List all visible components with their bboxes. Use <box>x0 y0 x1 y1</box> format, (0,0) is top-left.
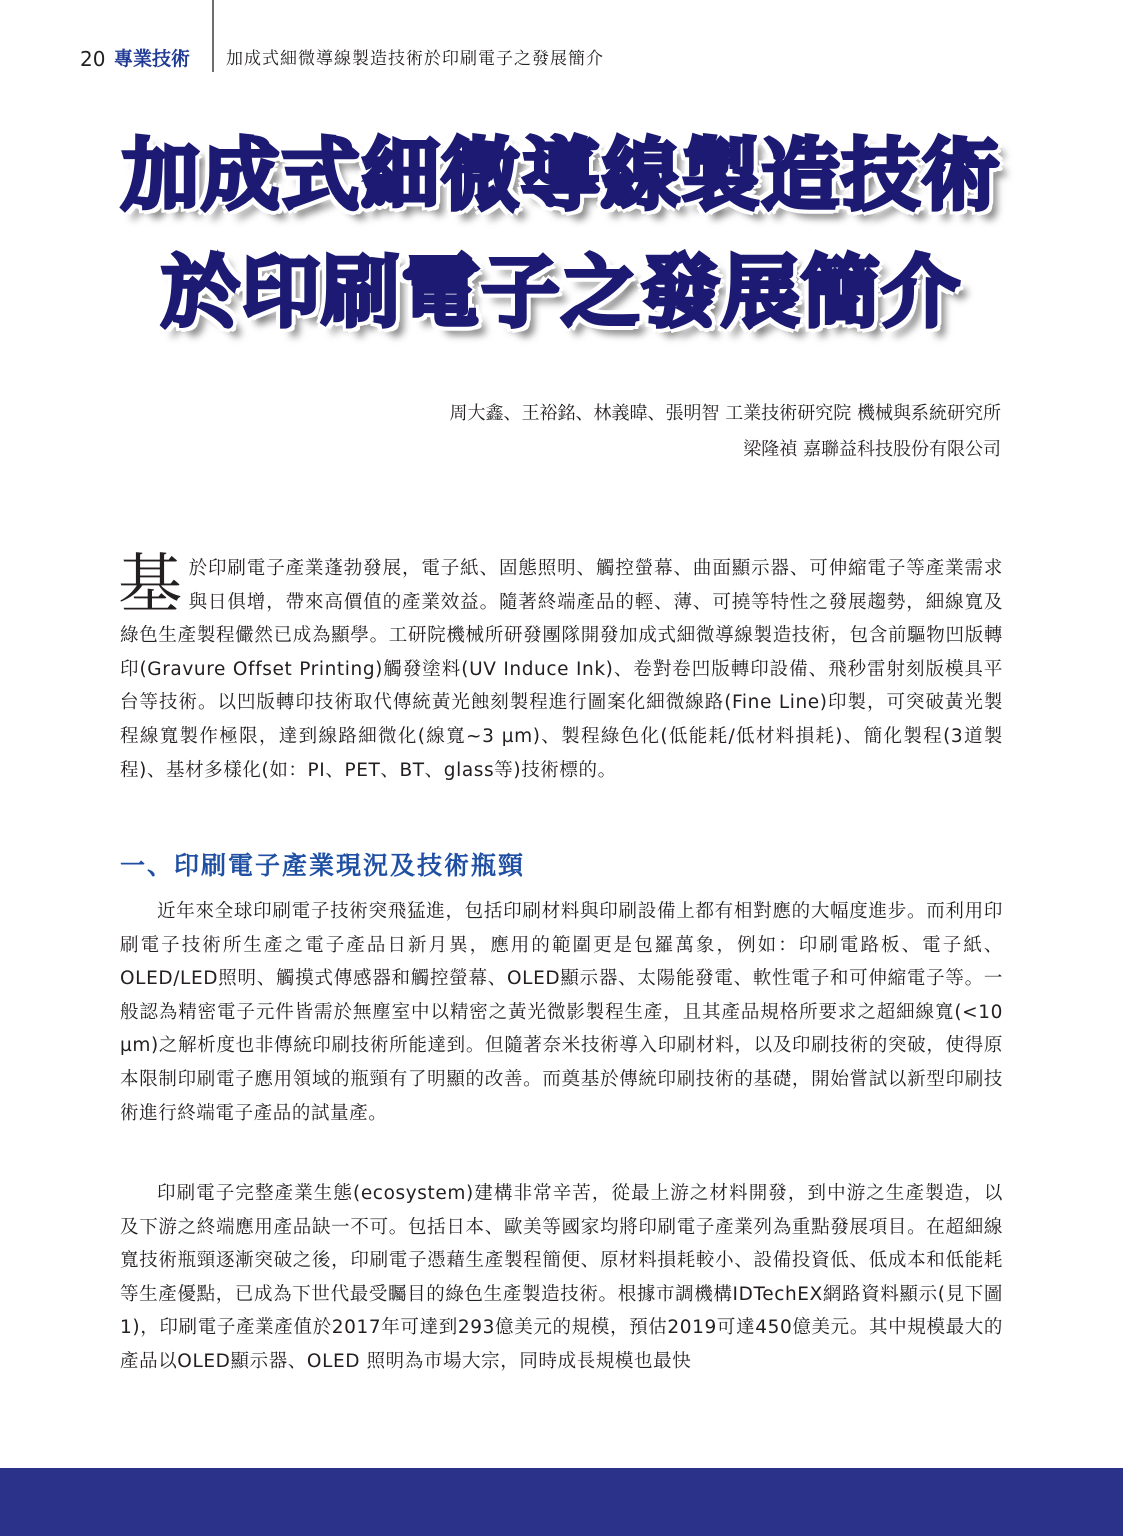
authors-line-2: 梁隆禎 嘉聯益科技股份有限公司 <box>743 439 1001 460</box>
section-label: 專業技術 <box>114 48 191 70</box>
authors-line-1: 周大鑫、王裕銘、林義暐、張明智 工業技術研究院 機械與系統研究所 <box>449 403 1001 424</box>
page-number: 20 <box>80 47 106 71</box>
intro-paragraph <box>118 548 1003 787</box>
intro-text: 於印刷電子產業蓬勃發展，電子紙、固態照明、觸控螢幕、曲面顯示器、可伸縮電子等產業需求與日俱增，帶來高價值的產業效益。隨著終端產品的輕、薄、可撓等特性之發展趨勢，細線寬及綠色生產製程儼然已成為顯學。工研院機械所研發團隊開發加成式細微導線製造技術，包含前驅物凹版轉印(Gravure Offset Printing)觸發塗料(UV Induce Ink)、卷對卷凹版轉印設備、飛秒雷射刻版模具平台等技術。以凹版轉印技術取代傳統黃光蝕刻製程進行圖案化細微線路(Fine Line)印製，可突破黃光製程線寬製作極限，達到線路細微化(線寬~3 µm)、製程綠色化(低能耗/低材料損耗)、簡化製程(3道製程)、基材多樣化(如：PI、PET、BT、glass等)技術標的。 <box>120 558 1003 781</box>
header-divider <box>212 0 214 72</box>
article-title-line-2: 於印刷電子之發展簡介 <box>161 247 962 338</box>
running-title: 加成式細微導線製造技術於印刷電子之發展簡介 <box>226 49 604 69</box>
drop-cap: 基 <box>118 548 183 622</box>
section-heading: 一、印刷電子產業現況及技術瓶頸 <box>120 851 526 880</box>
article-title-line-1: 加成式細微導線製造技術 <box>121 130 1002 221</box>
footer-bar <box>0 1468 1123 1536</box>
body-paragraph-1: 近年來全球印刷電子技術突飛猛進，包括印刷材料與印刷設備上都有相對應的大幅度進步。而利用印刷電子技術所生產之電子產品日新月異，應用的範圍更是包羅萬象，例如：印刷電路板、電子紙、OLED/LED照明、觸摸式傳感器和觸控螢幕、OLED顯示器、太陽能發電、軟性電子和可伸縮電子等。一般認為精密電子元件皆需於無塵室中以精密之黃光微影製程生產，且其產品規格所要求之超細線寬(<10 µm)之解析度也非傳統印刷技術所能達到。但隨著奈米技術導入印刷材料，以及印刷技術的突破，使得原本限制印刷電子應用領域的瓶頸有了明顯的改善。而奠基於傳統印刷技術的基礎，開始嘗試以新型印刷技術進行終端電子產品的試量產。 <box>120 901 1003 1124</box>
body-paragraph-2: 印刷電子完整產業生態(ecosystem)建構非常辛苦，從最上游之材料開發，到中游之生產製造，以及下游之終端應用產品缺一不可。包括日本、歐美等國家均將印刷電子產業列為重點發展項目。在超細線寬技術瓶頸逐漸突破之後，印刷電子憑藉生產製程簡便、原材料損耗較小、設備投資低、低成本和低能耗等生產優點，已成為下世代最受矚目的綠色生產製造技術。根據市調機構IDTechEX網路資料顯示(見下圖1)，印刷電子產業產值於2017年可達到293億美元的規模，預估2019可達450億美元。其中規模最大的產品以OLED顯示器、OLED 照明為市場大宗，同時成長規模也最快 <box>120 1183 1003 1372</box>
page-header <box>0 0 1123 80</box>
